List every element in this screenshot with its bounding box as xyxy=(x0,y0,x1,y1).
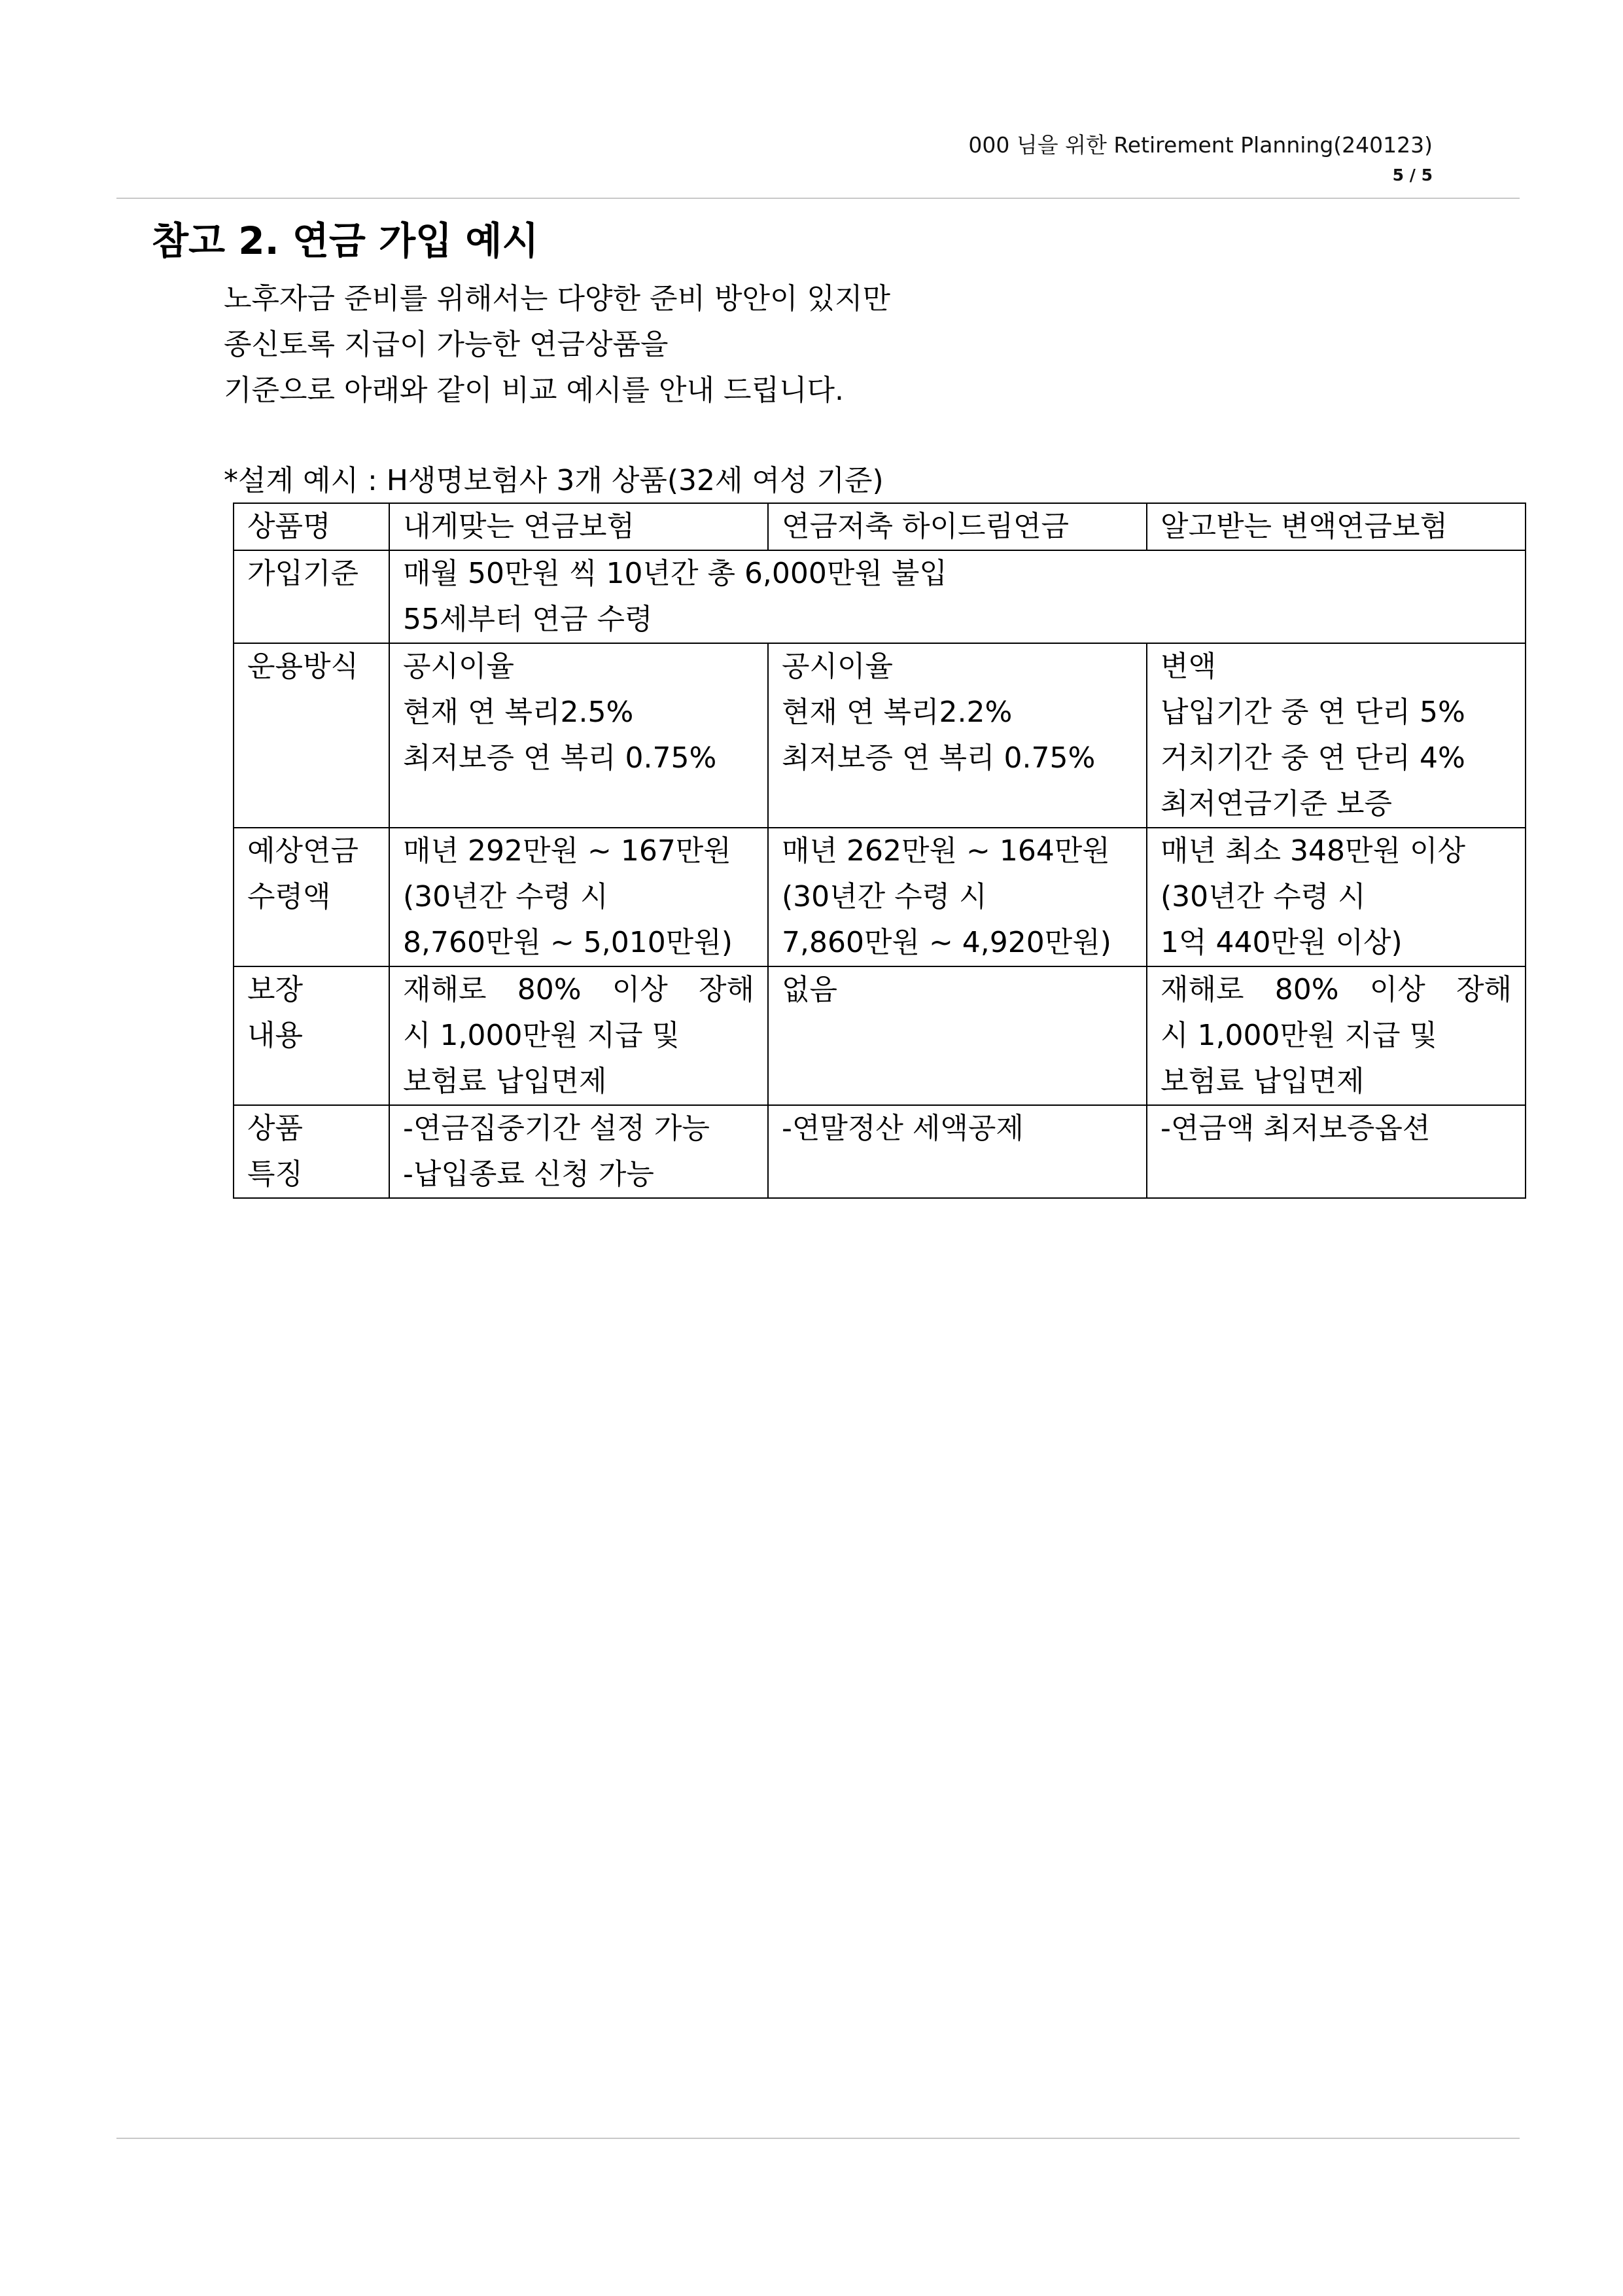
cell-line: 변액 xyxy=(1161,650,1217,683)
expected-pension-row xyxy=(234,828,1526,966)
cell-line: (30년간 수령 시 xyxy=(782,880,987,913)
cell-line: 매월 50만원 씩 10년간 총 6,000만원 불입 xyxy=(403,557,947,590)
cell-line: 공시이율 xyxy=(403,650,515,683)
cell-line: 알고받는 변액연금보험 xyxy=(1161,510,1448,543)
cell-line: 내용 xyxy=(247,1019,304,1052)
intro-line: 종신토록 지급이 가능한 연금상품을 xyxy=(224,328,669,361)
design-note: *설계 예시 : H생명보험사 3개 상품(32세 여성 기준) xyxy=(224,464,884,497)
intro-line: 노후자금 준비를 위해서는 다양한 준비 방안이 있지만 xyxy=(224,282,891,315)
expected-pension-cell-3 xyxy=(1147,828,1526,966)
cell-line: -납입종료 신청 가능 xyxy=(403,1157,654,1191)
expected-pension-cell-1 xyxy=(389,828,768,966)
operation-cell-3 xyxy=(1147,643,1526,828)
row-label-features xyxy=(234,1105,389,1198)
cell-line: 운용방식 xyxy=(247,650,359,683)
cell-line: 공시이율 xyxy=(782,650,894,683)
cell-line: 매년 262만원 ~ 164만원 xyxy=(782,834,1110,868)
features-cell-3 xyxy=(1147,1105,1526,1198)
cell-line: 연금저축 하이드림연금 xyxy=(782,510,1070,543)
cell-line: 수령액 xyxy=(247,880,331,913)
cell-line: 재해로 80% 이상 장해 xyxy=(1161,973,1512,1006)
features-cell-1 xyxy=(389,1105,768,1198)
product-name-1 xyxy=(389,503,768,550)
features-cell-2 xyxy=(768,1105,1147,1198)
coverage-cell-2 xyxy=(768,966,1147,1105)
cell-line: 거치기간 중 연 단리 4% xyxy=(1161,741,1465,775)
section-title: 참고 2. 연금 가입 예시 xyxy=(152,219,539,263)
intro-line: 기준으로 아래와 같이 비교 예시를 안내 드립니다. xyxy=(224,374,844,407)
cell-line: 특징 xyxy=(247,1157,304,1191)
enrollment-cell xyxy=(389,550,1526,643)
operation-row xyxy=(234,643,1526,828)
operation-cell-1 xyxy=(389,643,768,828)
cell-line: -연금집중기간 설정 가능 xyxy=(403,1112,710,1145)
cell-line: 최저연금기준 보증 xyxy=(1161,787,1393,821)
footer-divider xyxy=(116,2138,1520,2139)
cell-line: 보장 xyxy=(247,973,304,1006)
cell-line: 예상연금 xyxy=(247,834,359,868)
comparison-table xyxy=(233,503,1526,1199)
features-row xyxy=(234,1105,1526,1198)
expected-pension-cell-2 xyxy=(768,828,1147,966)
cell-line: 매년 최소 348만원 이상 xyxy=(1161,834,1465,868)
operation-cell-2 xyxy=(768,643,1147,828)
cell-line: (30년간 수령 시 xyxy=(403,880,608,913)
intro-paragraph xyxy=(224,276,890,414)
cell-line: 가입기준 xyxy=(247,557,359,590)
table-header-row xyxy=(234,503,1526,550)
cell-line: 7,860만원 ~ 4,920만원) xyxy=(782,926,1111,959)
header-divider xyxy=(116,198,1520,199)
row-label-operation xyxy=(234,643,389,828)
coverage-row xyxy=(234,966,1526,1105)
row-label-enrollment xyxy=(234,550,389,643)
cell-line: -연금액 최저보증옵션 xyxy=(1161,1112,1431,1145)
cell-line: 내게맞는 연금보험 xyxy=(403,510,635,543)
cell-line: 8,760만원 ~ 5,010만원) xyxy=(403,926,733,959)
row-label-expected-pension xyxy=(234,828,389,966)
coverage-cell-3 xyxy=(1147,966,1526,1105)
cell-line: 상품 xyxy=(247,1112,304,1145)
cell-line: 현재 연 복리2.5% xyxy=(403,696,634,729)
header-title: 000 님을 위한 Retirement Planning(240123) xyxy=(968,132,1433,158)
cell-line: 보험료 납입면제 xyxy=(1161,1065,1365,1098)
cell-line: 최저보증 연 복리 0.75% xyxy=(403,741,717,775)
cell-line: 상품명 xyxy=(247,510,331,543)
page-header xyxy=(0,131,1433,187)
row-label-coverage xyxy=(234,966,389,1105)
cell-line: 없음 xyxy=(782,973,838,1006)
cell-line: 보험료 납입면제 xyxy=(403,1065,607,1098)
cell-line: 1억 440만원 이상) xyxy=(1161,926,1403,959)
product-name-2 xyxy=(768,503,1147,550)
cell-line: 최저보증 연 복리 0.75% xyxy=(782,741,1096,775)
cell-line: 55세부터 연금 수령 xyxy=(403,603,653,636)
cell-line: 현재 연 복리2.2% xyxy=(782,696,1013,729)
cell-line: -연말정산 세액공제 xyxy=(782,1112,1024,1145)
product-name-3 xyxy=(1147,503,1526,550)
cell-line: 시 1,000만원 지급 및 xyxy=(1161,1019,1437,1052)
coverage-cell-1 xyxy=(389,966,768,1105)
page-number: 5 / 5 xyxy=(1392,166,1433,185)
row-label-product-name xyxy=(234,503,389,550)
cell-line: 매년 292만원 ~ 167만원 xyxy=(403,834,731,868)
enrollment-row xyxy=(234,550,1526,643)
cell-line: 납입기간 중 연 단리 5% xyxy=(1161,696,1465,729)
cell-line: 재해로 80% 이상 장해 xyxy=(403,973,754,1006)
cell-line: (30년간 수령 시 xyxy=(1161,880,1366,913)
cell-line: 시 1,000만원 지급 및 xyxy=(403,1019,680,1052)
